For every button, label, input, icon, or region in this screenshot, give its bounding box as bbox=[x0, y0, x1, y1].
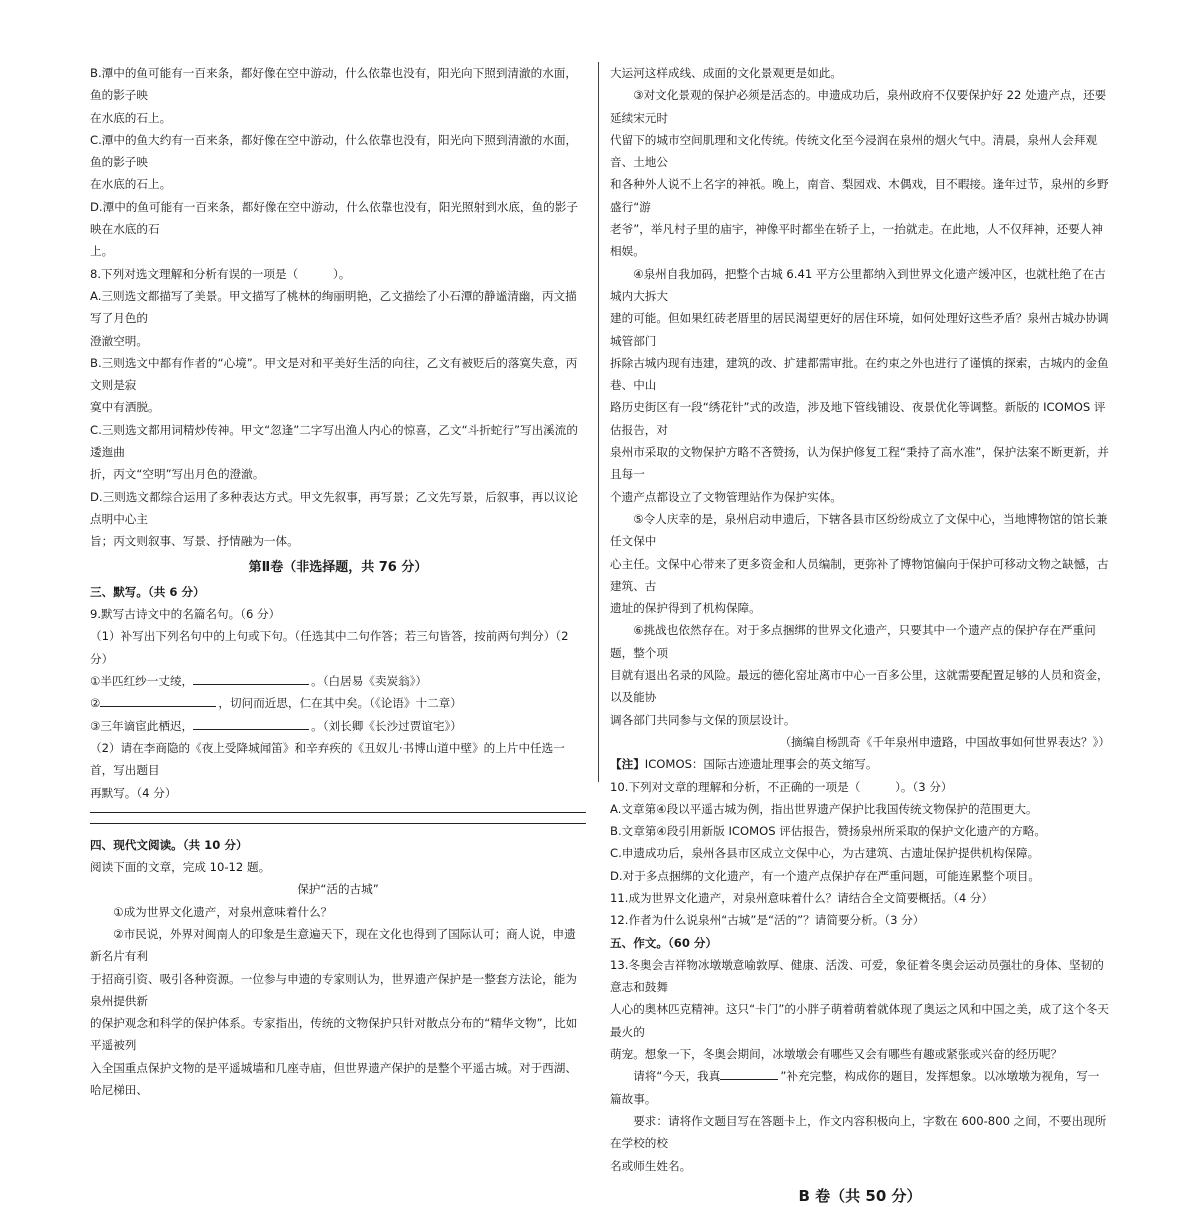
q10-option-a: A.文章第④段以平遥古城为例，指出世界遗产保护比我国传统文物保护的范围更大。 bbox=[610, 801, 1038, 816]
fill-line-3-pre: ③三年谪宦此栖迟， bbox=[90, 718, 194, 733]
paragraph-4-line-6: 个遗产点都设立了文物管理站作为保护实体。 bbox=[610, 489, 842, 504]
question-13: 13.冬奥会吉祥物冰墩墩意喻敦厚、健康、活泼、可爱，象征着冬奥会运动员强壮的身体、坚韧的意志和鼓舞 bbox=[610, 957, 1104, 995]
section-3-title: 三、默写。（共 6 分） bbox=[90, 584, 205, 599]
q10-option-d: D.对于多点捆绑的文化遗产，有一个遗产点保护存在严重问题，可能连累整个项目。 bbox=[610, 868, 1040, 883]
essay-title-blank[interactable] bbox=[720, 1066, 778, 1080]
paragraph-1: ①成为世界文化遗产，对泉州意味着什么？ bbox=[113, 904, 333, 919]
essay-requirement-cont: 名或师生姓名。 bbox=[610, 1158, 692, 1173]
paragraph-3-line-2: 代留下的城市空间肌理和文化传统。传统文化至今浸润在泉州的烟火气中。清晨，泉州人会拜观音、土地公 bbox=[610, 132, 1097, 170]
b-paper-title: B 卷（共 50 分） bbox=[798, 1186, 922, 1205]
fill-line-1-pre: ①半匹红纱一丈绫， bbox=[90, 674, 194, 689]
q8-option-d: D.三则选文都综合运用了多种表达方式。甲文先叙事，再写景；乙文先写景，后叙事，再以议论点明中心主 bbox=[90, 489, 578, 526]
reading-instruction: 阅读下面的文章，完成 10-12 题。 bbox=[90, 860, 271, 875]
question-13-line-2: 人心的奥林匹克精神。这只“卡门”的小胖子萌着萌着就体现了奥运之风和中国之美，成了这个冬天最火的 bbox=[610, 1002, 1109, 1039]
paragraph-4-line-5: 泉州市采取的文物保护方略不吝赞扬，认为保护修复工程“秉持了高水准”，保护法案不断更新，并且每一 bbox=[610, 445, 1109, 482]
fill-line-2 bbox=[90, 692, 586, 714]
question-11: 11.成为世界文化遗产，对泉州意味着什么？请结合全文简要概括。（4 分） bbox=[610, 890, 994, 905]
paragraph-6: ⑥挑战也依然存在。对于多点捆绑的世界文化遗产，只要其中一个遗产点的保护存在严重问题，整个项 bbox=[610, 623, 1096, 660]
question-9-part-2-cont: 再默写。（4 分） bbox=[90, 785, 177, 800]
essay-prompt-pre: 请将“今天，我真 bbox=[633, 1069, 721, 1084]
note-label: 【注】 bbox=[610, 757, 645, 772]
fill-line-1-post: 。（白居易《卖炭翁》） bbox=[311, 674, 428, 689]
q8-option-b-cont: 寞中有洒脱。 bbox=[90, 400, 160, 415]
fill-line-1 bbox=[90, 670, 586, 692]
q7-option-b: B.潭中的鱼可能有一百来条，都好像在空中游动，什么依靠也没有，阳光向下照到清澈的水面，鱼的影子映 bbox=[90, 66, 577, 103]
question-13-line-3: 萌宠。想象一下，冬奥会期间，冰墩墩会有哪些又会有哪些有趣或紧张或兴奋的经历呢？ bbox=[610, 1047, 1063, 1062]
question-9-part-2: （2）请在李商隐的《夜上受降城闻笛》和辛弃疾的《丑奴儿·书博山道中壁》的上片中任选一首，写出题目 bbox=[90, 740, 565, 778]
left-column bbox=[90, 62, 586, 1101]
section-5-title: 五、作文。（60 分） bbox=[610, 935, 718, 950]
answer-blank-2[interactable] bbox=[100, 693, 216, 707]
q7-option-c: C.潭中的鱼大约有一百来条，都好像在空中游动，什么依靠也没有，阳光向下照到清澈的水面，鱼的影子映 bbox=[90, 132, 578, 170]
q8-option-a: A.三则选文都描写了美景。甲文描写了桃林的绚丽明艳，乙文描绘了小石潭的静谧清幽，丙文描写了月色的 bbox=[90, 288, 577, 326]
article-title: 保护“活的古城” bbox=[297, 882, 379, 897]
paragraph-3: ③对文化景观的保护必须是活态的。申遗成功后，泉州政府不仅要保护好 22 处遗产点，还要延续宋元时 bbox=[610, 88, 1107, 125]
q7-option-d: D.潭中的鱼可能有一百来条，都好像在空中游动，什么依靠也没有，阳光照射到水底，鱼的影子映在水底的石 bbox=[90, 199, 578, 237]
right-column bbox=[610, 62, 1110, 1207]
paragraph-3-line-4: 老爷”，举凡村子里的庙宇，神像平时都坐在轿子上，一抬就走。在此地，人不仅拜神，还要人神相娱。 bbox=[610, 222, 1103, 259]
note-text: ICOMOS：国际古迹遗址理事会的英文缩写。 bbox=[644, 757, 878, 772]
answer-line-1[interactable] bbox=[90, 812, 586, 813]
answer-line-2[interactable] bbox=[90, 823, 586, 824]
answer-blank-3[interactable] bbox=[193, 716, 309, 730]
paragraph-2-line-4: 入全国重点保护文物的是平遥城墙和几座寺庙，但世界遗产保护的是整个平遥古城。对于西湖、哈尼梯田、 bbox=[90, 1060, 577, 1098]
essay-requirement: 要求：请将作文题目写在答题卡上，作文内容积极向上，字数在 600-800 之间，不要出现所在学校的校 bbox=[610, 1113, 1107, 1151]
essay-prompt bbox=[610, 1065, 1110, 1110]
question-8: 8.下列对选文理解和分析有误的一项是（ ）。 bbox=[90, 266, 351, 281]
paragraph-5-line-3: 遗址的保护得到了机构保障。 bbox=[610, 601, 761, 616]
question-9-part-1: （1）补写出下列名句中的上句或下句。（任选其中二句作答；若三句皆答，按前两句判分）（2 分） bbox=[90, 629, 569, 666]
q10-option-c: C.申遗成功后，泉州各县市区成立文保中心，为古建筑、古遗址保护提供机构保障。 bbox=[610, 846, 1040, 861]
column-divider bbox=[598, 62, 599, 782]
paragraph-3-line-3: 和各种外人说不上名字的神祇。晚上，南音、梨园戏、木偶戏，目不暇接。逢年过节，泉州的乡野盛行“游 bbox=[610, 177, 1109, 214]
fill-line-3 bbox=[90, 715, 586, 737]
paragraph-4-line-2: 建的可能。但如果红砖老厝里的居民渴望更好的居住环境，如何处理好这些矛盾？泉州古城办协调城管部门 bbox=[610, 311, 1109, 348]
paragraph-4-line-3: 拆除古城内现有违建，建筑的改、扩建都需审批。在约束之外也进行了谨慎的探索，古城内的金鱼巷、中山 bbox=[610, 355, 1109, 393]
paragraph-6-line-2: 目就有退出名录的风险。最远的德化窑址离市中心一百多公里，这就需要配置足够的人员和资金，以及能协 bbox=[610, 668, 1109, 705]
fill-line-2-post: ，切问而近思，仁在其中矣。（《论语》十二章） bbox=[218, 696, 462, 711]
q8-option-d-cont: 旨；丙文则叙事、写景、抒情融为一体。 bbox=[90, 534, 299, 549]
paragraph-2-end: 大运河这样成线、成面的文化景观更是如此。 bbox=[610, 66, 842, 80]
section-4-title: 四、现代文阅读。（共 10 分） bbox=[90, 837, 248, 852]
question-9: 9.默写古诗文中的名篇名句。（6 分） bbox=[90, 607, 281, 622]
paragraph-2-line-3: 的保护观念和科学的保护体系。专家指出，传统的文物保护只针对散点分布的“精华文物”，比如平遥被列 bbox=[90, 1016, 578, 1053]
paragraph-2: ②市民说，外界对闽南人的印象是生意遍天下，现在文化也得到了国际认可；商人说，申遗新名片有利 bbox=[90, 926, 576, 964]
q8-option-a-cont: 澄澈空明。 bbox=[90, 333, 148, 348]
q7-option-b-cont: 在水底的石上。 bbox=[90, 110, 172, 125]
paragraph-4-line-4: 路历史街区有一段“绣花针”式的改造，涉及地下管线铺设、夜景优化等调整。新版的 ICOMOS 评估报告，对 bbox=[610, 400, 1106, 437]
fill-line-3-post: 。（刘长卿《长沙过贾谊宅》） bbox=[311, 718, 462, 733]
paragraph-4: ④泉州自我加码，把整个古城 6.41 平方公里都纳入到世界文化遗产缓冲区，也就杜绝了在古城内大拆大 bbox=[610, 266, 1106, 303]
q10-option-b: B.文章第④段引用新版 ICOMOS 评估报告，赞扬泉州所采取的保护文化遗产的方略。 bbox=[610, 824, 1046, 839]
question-12: 12.作者为什么说泉州“古城”是“活的”？请简要分析。（3 分） bbox=[610, 913, 925, 928]
essay-prompt-post: ”补充完整，构成你的题目，发挥想象。以冰墩墩为视角，写一篇故事。 bbox=[610, 1069, 1100, 1106]
q8-option-b: B.三则选文中都有作者的“心境”。甲文是对和平美好生活的向往，乙文有被贬后的落寞失意，丙文则是寂 bbox=[90, 355, 578, 393]
section-2-title: 第Ⅱ卷（非选择题，共 76 分） bbox=[248, 559, 428, 575]
answer-blank-1[interactable] bbox=[193, 671, 309, 685]
fill-line-2-pre: ② bbox=[90, 696, 101, 711]
paragraph-2-line-2: 于招商引资、吸引各种资源。一位参与申遗的专家则认为，世界遗产保护是一整套方法论，能为泉州提供新 bbox=[90, 971, 577, 1008]
paragraph-5-line-2: 心主任。文保中心带来了更多资金和人员编制，更弥补了博物馆偏向于保护可移动文物之缺憾，古建筑、古 bbox=[610, 556, 1109, 593]
q7-option-d-cont: 上。 bbox=[90, 244, 114, 259]
q8-option-c: C.三则选文都用词精炒传神。甲文“忽逢”二字写出渔人内心的惊喜，乙文“斗折蛇行”写出溪流的逶迤曲 bbox=[90, 422, 578, 460]
paragraph-5: ⑤令人庆幸的是，泉州启动申遗后，下辖各县市区纷纷成立了文保中心，当地博物馆的馆长兼任文保中 bbox=[610, 511, 1108, 549]
article-note bbox=[610, 753, 1110, 775]
q7-option-c-cont: 在水底的石上。 bbox=[90, 177, 172, 192]
article-source: （摘编自杨凯奇《千年泉州申遗路，中国故事如何世界表达？》） bbox=[779, 734, 1110, 749]
paragraph-6-line-3: 调各部门共同参与文保的顶层设计。 bbox=[610, 712, 796, 727]
question-10: 10.下列对文章的理解和分析，不正确的一项是（ ）。（3 分） bbox=[610, 779, 953, 794]
q8-option-c-cont: 折，丙文“空明”写出月色的澄澈。 bbox=[90, 467, 265, 482]
